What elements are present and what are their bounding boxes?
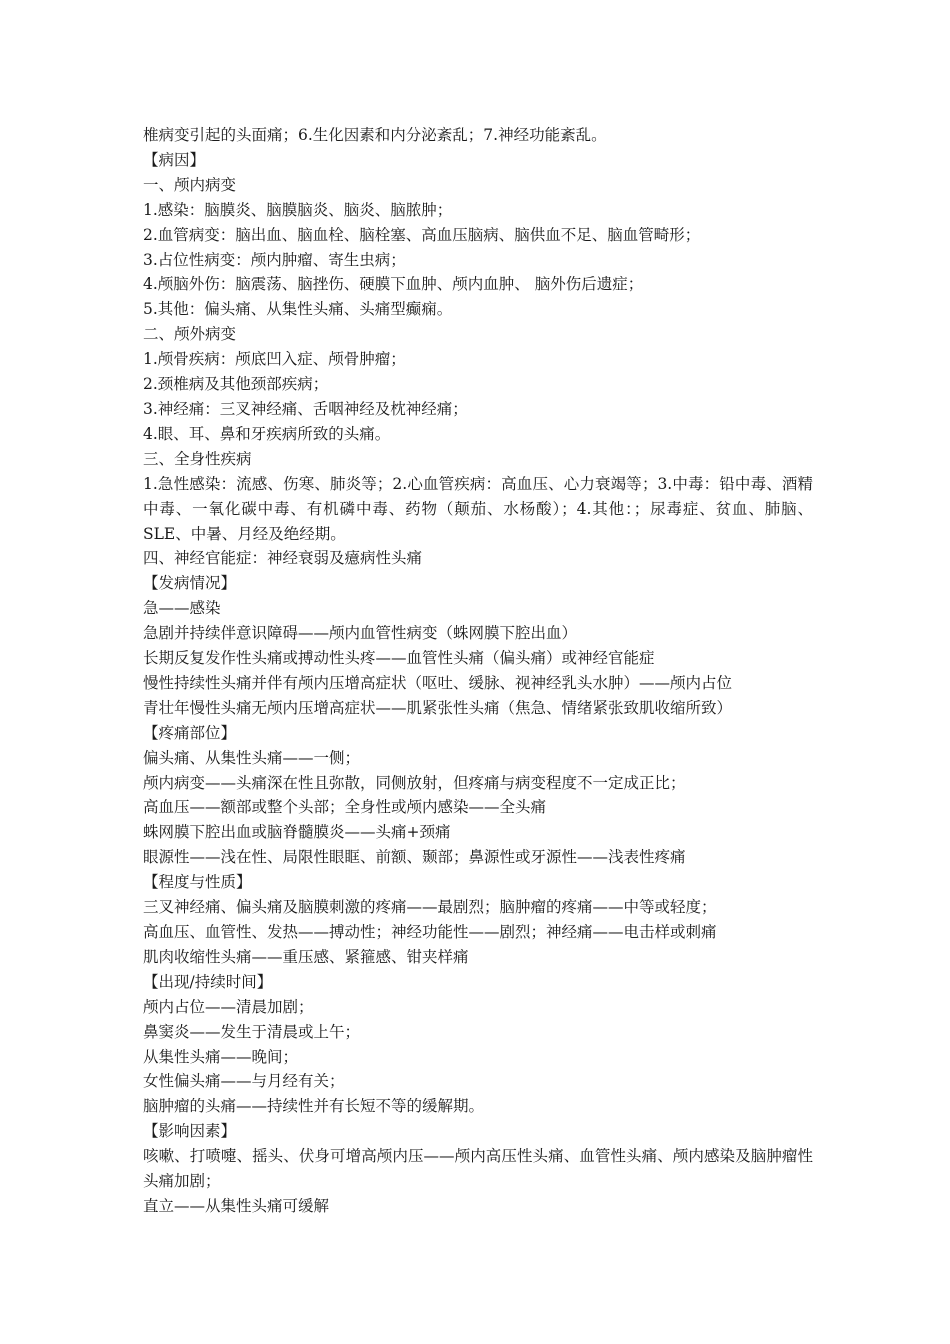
text-line: 偏头痛、从集性头痛——一侧； [143,748,361,767]
list-item: 3.占位性病变：颅内肿瘤、寄生虫病； [143,250,406,269]
list-item: 2.血管病变：脑出血、脑血栓、脑栓塞、高血压脑病、脑供血不足、脑血管畸形； [143,225,701,244]
text-line: 从集性头痛——晚间； [143,1047,299,1066]
subsection-heading: 二、颅外病变 [143,325,237,344]
section-heading: 【出现/持续时间】 [143,972,273,991]
text-line: 急剧并持续伴意识障碍——颅内血管性病变（蛛网膜下腔出血） [143,624,578,643]
section-heading: 【病因】 [143,150,206,169]
text-line: 肌肉收缩性头痛——重压感、紧箍感、钳夹样痛 [143,947,469,966]
list-item: 4.颅脑外伤：脑震荡、脑挫伤、硬膜下血肿、颅内血肿、 脑外伤后遗症； [143,275,644,294]
section-heading: 【程度与性质】 [143,873,252,892]
subsection-heading: 四、神经官能症：神经衰弱及癔病性头痛 [143,549,423,568]
text-line: 急——感染 [143,599,221,618]
document-body [143,123,813,1219]
text-line: 高血压——额部或整个头部；全身性或颅内感染——全头痛 [143,798,547,817]
text-line: 椎病变引起的头面痛；6.生化因素和内分泌紊乱；7.神经功能紊乱。 [143,126,607,144]
text-line: 高血压、血管性、发热——搏动性；神经功能性——剧烈；神经痛——电击样或刺痛 [143,923,717,941]
text-line: 鼻窦炎——发生于清晨或上午； [143,1022,361,1041]
text-line: 脑肿瘤的头痛——持续性并有长短不等的缓解期。 [143,1097,485,1116]
text-line: 直立——从集性头痛可缓解 [143,1196,330,1215]
subsection-heading: 一、颅内病变 [143,175,237,194]
section-heading: 【疼痛部位】 [143,723,237,742]
subsection-heading: 三、全身性疾病 [143,449,252,468]
text-line: 颅内占位——清晨加剧； [143,997,314,1016]
text-line: 青壮年慢性头痛无颅内压增高症状——肌紧张性头痛（焦急、情绪紧张致肌收缩所致） [143,698,733,717]
text-line: 蛛网膜下腔出血或脑脊髓膜炎——头痛+颈痛 [143,823,451,842]
list-item: 1.感染：脑膜炎、脑膜脑炎、脑炎、脑脓肿； [143,200,453,219]
text-line: 颅内病变——头痛深在性且弥散，同侧放射，但疼痛与病变程度不一定成正比； [143,773,686,792]
text-line: 三叉神经痛、偏头痛及脑膜刺激的疼痛——最剧烈；脑肿瘤的疼痛——中等或轻度； [143,898,717,917]
list-item: 5.其他：偏头痛、从集性头痛、头痛型癫痫。 [143,300,453,319]
text-line: 女性偏头痛——与月经有关； [143,1072,345,1091]
text-line: 眼源性——浅在性、局限性眼眶、前额、颞部；鼻源性或牙源性——浅表性疼痛 [143,848,686,867]
list-item: 2.颈椎病及其他颈部疾病； [143,375,329,394]
systemic-disease-paragraph: 1.急性感染：流感、伤寒、肺炎等；2.心血管疾病：高血压、心力衰竭等；3.中毒：铅中毒、酒精中毒、一氧化碳中毒、有机磷中毒、药物（颠茄、水杨酸）；4.其他：；尿毒症、贫血、肺脑、SLE、中暑、月经及绝经期。 [143,474,813,543]
text-line: 慢性持续性头痛并伴有颅内压增高症状（呕吐、缓脉、视神经乳头水肿）——颅内占位 [143,673,733,692]
influencing-factors-paragraph: 咳嗽、打喷嚏、摇头、伏身可增高颅内压——颅内高压性头痛、血管性头痛、颅内感染及脑肿瘤性头痛加剧； [143,1147,813,1191]
text-line: 长期反复发作性头痛或搏动性头疼——血管性头痛（偏头痛）或神经官能症 [143,649,655,668]
list-item: 4.眼、耳、鼻和牙疾病所致的头痛。 [143,424,391,443]
section-heading: 【影响因素】 [143,1122,237,1141]
section-heading: 【发病情况】 [143,574,237,593]
list-item: 1.颅骨疾病：颅底凹入症、颅骨肿瘤； [143,350,406,369]
list-item: 3.神经痛：三叉神经痛、舌咽神经及枕神经痛； [143,399,468,418]
